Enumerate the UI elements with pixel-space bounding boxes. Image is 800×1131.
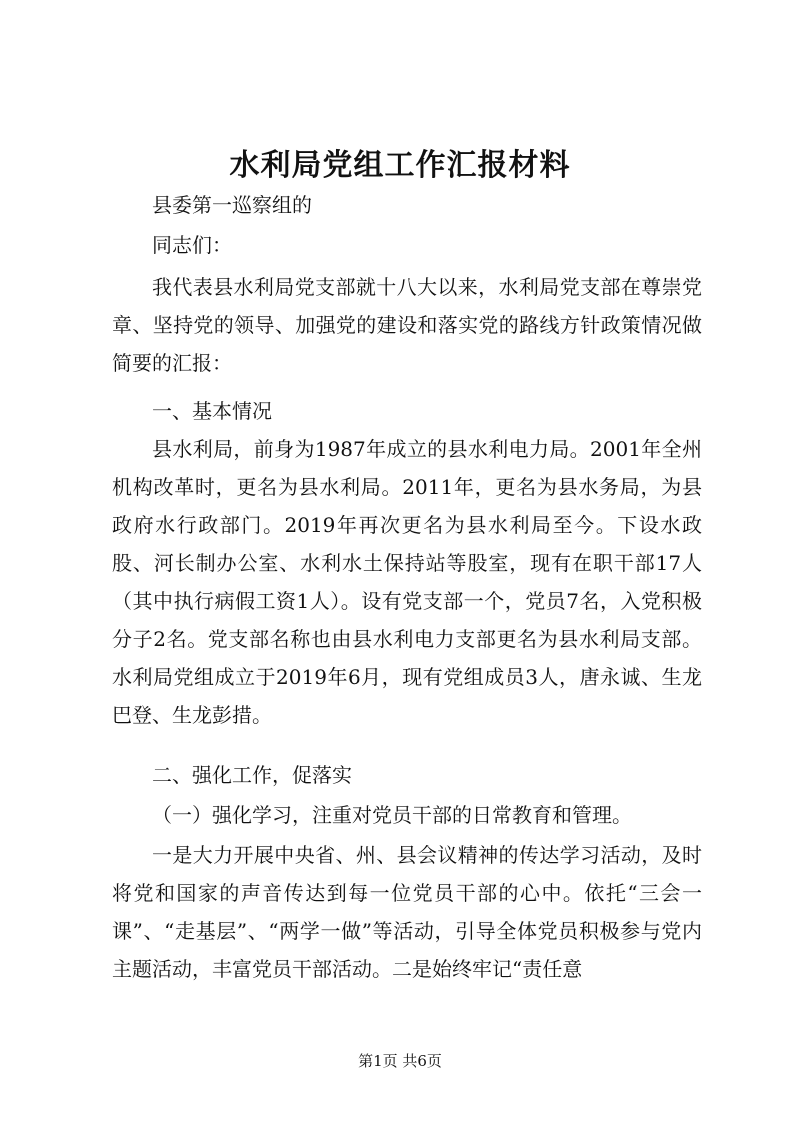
document-title: 水利局党组工作汇报材料 xyxy=(229,148,571,183)
subsection-heading-study: （一）强化学习，注重对党员干部的日常教育和管理。 xyxy=(152,803,632,827)
salutation-line-1: 县委第一巡察组的 xyxy=(152,193,312,217)
basic-info-paragraph: 县水利局，前身为1987年成立的县水利电力局。2001年全州机构改革时，更名为县水利局。2011年，更名为县水务局，为县政府水行政部门。2019年再次更名为县水利局至今。下设水政股、河长制办公室、水利水土保持站等股室，现有在职干部17人（其中执行病假工资1人）。设有党支部一个，党员7名，入党积极分子2名。党支部名称也由县水利电力支部更名为县水利局支部。水利局党组成立于2019年6月，现有党组成员3人，唐永诚、生龙巴登、生龙彭措。 xyxy=(112,437,702,727)
section-heading-basic: 一、基本情况 xyxy=(152,399,272,423)
salutation-line-2: 同志们： xyxy=(152,233,232,257)
intro-paragraph: 我代表县水利局党支部就十八大以来，水利局党支部在尊崇党章、坚持党的领导、加强党的建设和落实党的路线方针政策情况做简要的汇报： xyxy=(112,275,702,375)
page-footer: 第1页 共6页 xyxy=(358,1052,442,1070)
study-paragraph: 一是大力开展中央省、州、县会议精神的传达学习活动，及时将党和国家的声音传达到每一位党员干部的心中。依托“三会一课”、“走基层”、“两学一做”等活动，引导全体党员积极参与党内主题活动，丰富党员干部活动。二是始终牢记“责任意 xyxy=(112,843,702,981)
section-heading-strengthen: 二、强化工作，促落实 xyxy=(152,763,352,787)
